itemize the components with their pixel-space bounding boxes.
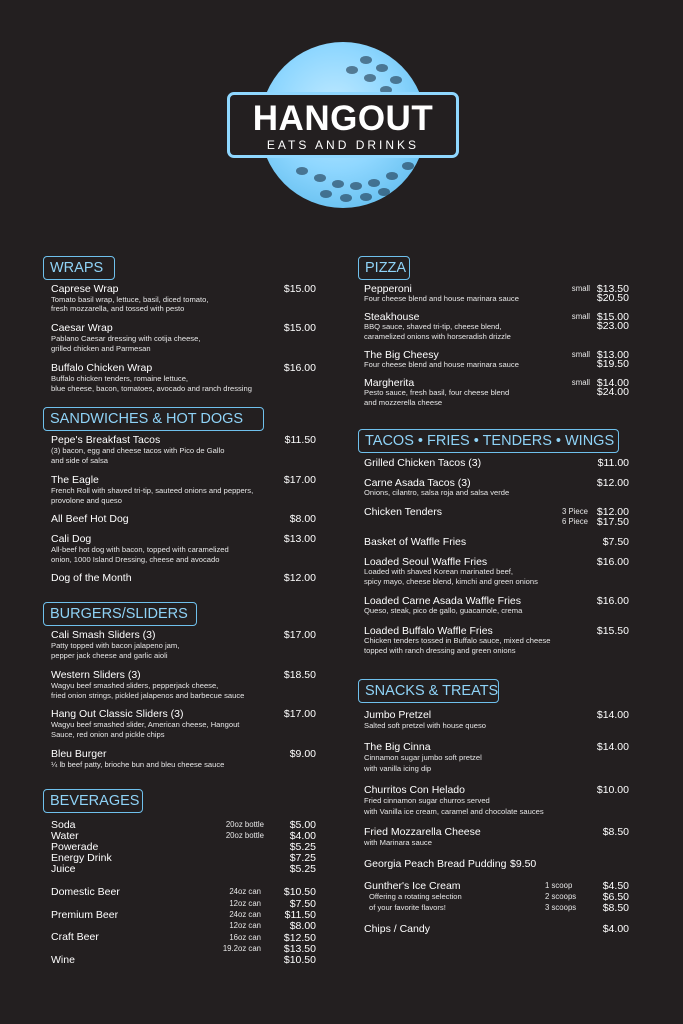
item-price: $12.00 — [283, 572, 316, 584]
item-name: Jumbo Pretzel — [364, 709, 432, 721]
item-price: $10.00 — [596, 784, 629, 796]
item-name: The Big Cheesy — [364, 349, 439, 361]
item-description: ¼ lb beef patty, brioche bun and bleu cheese sauce — [51, 760, 225, 769]
item-price: $13.50 — [283, 943, 316, 955]
item-description: and mozzerella cheese — [364, 398, 443, 407]
item-name: Bleu Burger — [51, 748, 107, 760]
item-description: (3) bacon, egg and cheese tacos with Pico de Gallo — [51, 446, 225, 455]
item-price: $15.00 — [283, 283, 316, 295]
item-name: Water — [51, 830, 79, 842]
item-description: French Roll with shaved tri-tip, sauteed onions and peppers, — [51, 486, 254, 495]
item-price: $16.00 — [596, 556, 629, 568]
item-size: small — [571, 312, 590, 321]
section-header-pizza: PIZZA — [358, 256, 410, 280]
item-name: Loaded Buffalo Waffle Fries — [364, 625, 493, 637]
section-header-snacks: SNACKS & TREATS — [358, 679, 499, 703]
item-price: $24.00 — [596, 386, 629, 398]
item-description: Wagyu beef smashed sliders, pepperjack cheese, — [51, 681, 219, 690]
item-price: $4.00 — [602, 923, 629, 935]
item-price: $17.00 — [283, 474, 316, 486]
item-price: $5.25 — [289, 863, 316, 875]
item-size: 16oz can — [229, 933, 261, 942]
item-name: Churritos Con Helado — [364, 784, 465, 796]
item-name: Loaded Carne Asada Waffle Fries — [364, 595, 522, 607]
item-description: and side of salsa — [51, 456, 108, 465]
item-name: Cali Dog — [51, 533, 92, 545]
item-description: spicy mayo, cheese blend, kimchi and green onions — [364, 577, 538, 586]
section-header-beverages: BEVERAGES — [43, 789, 143, 813]
item-size: 12oz can — [229, 921, 261, 930]
item-price: $16.00 — [596, 595, 629, 607]
item-name: Chips / Candy — [364, 923, 430, 935]
item-description: fresh mozzarella, and tossed with pesto — [51, 304, 185, 313]
item-price: $9.00 — [289, 748, 316, 760]
item-description: provolone and queso — [51, 496, 122, 505]
item-price: $15.00 — [596, 311, 629, 323]
item-price: $4.50 — [602, 880, 629, 892]
logo-title: HANGOUT — [252, 99, 434, 138]
item-price: $12.50 — [283, 932, 316, 944]
item-price: $13.00 — [596, 349, 629, 361]
item-price: $11.00 — [597, 457, 629, 469]
item-description: Sauce, red onion and pickle chips — [51, 730, 165, 739]
item-description: onion, 1000 Island Dressing, cheese and avocado — [51, 555, 220, 564]
item-description: Salted soft pretzel with house queso — [364, 721, 486, 730]
item-description: Four cheese blend and house marinara sauce — [364, 294, 519, 303]
item-name: Pepe's Breakfast Tacos — [51, 434, 161, 446]
item-size: small — [571, 378, 590, 387]
item-description: Onions, cilantro, salsa roja and salsa verde — [364, 488, 510, 497]
item-size: 24oz can — [229, 887, 261, 896]
item-price: $13.00 — [283, 533, 316, 545]
item-price: $8.00 — [289, 920, 316, 932]
item-size: 20oz bottle — [225, 820, 264, 829]
item-price: $7.25 — [289, 852, 316, 864]
item-description: fried onion strings, pickled jalapenos and barbecue sauce — [51, 691, 245, 700]
item-name: Energy Drink — [51, 852, 112, 864]
item-description: grilled chicken and Parmesan — [51, 344, 151, 353]
item-description: All-beef hot dog with bacon, topped with caramelized — [51, 545, 229, 554]
item-price: $12.00 — [596, 477, 629, 489]
item-name: Western Sliders (3) — [51, 669, 141, 681]
item-description: Offering a rotating selection — [369, 892, 462, 901]
item-name: Loaded Seoul Waffle Fries — [364, 556, 488, 568]
item-description: Buffalo chicken tenders, romaine lettuce, — [51, 374, 189, 383]
item-name: Wine — [51, 954, 75, 966]
item-description: Four cheese blend and house marinara sauce — [364, 360, 519, 369]
item-name: Dog of the Month — [51, 572, 132, 584]
item-name: Georgia Peach Bread Pudding — [364, 858, 507, 870]
item-description: Pesto sauce, fresh basil, four cheese blend — [364, 388, 510, 397]
item-price: $11.50 — [284, 909, 316, 921]
item-price: $15.00 — [283, 322, 316, 334]
item-price: $9.50 — [510, 858, 537, 870]
item-name: Chicken Tenders — [364, 506, 443, 518]
item-name: All Beef Hot Dog — [51, 513, 129, 525]
item-price: $10.50 — [283, 954, 316, 966]
item-price: $15.50 — [596, 625, 629, 637]
item-description: Loaded with shaved Korean marinated beef, — [364, 567, 514, 576]
item-description: with Vanilla ice cream, caramel and chocolate sauces — [364, 807, 544, 816]
item-description: BBQ sauce, shaved tri-tip, cheese blend, — [364, 322, 502, 331]
item-name: Cali Smash Sliders (3) — [51, 629, 156, 641]
item-name: Fried Mozzarella Cheese — [364, 826, 481, 838]
section-header-tacos: TACOS • FRIES • TENDERS • WINGS — [358, 429, 619, 453]
item-price: $19.50 — [596, 358, 629, 370]
item-price: $14.00 — [596, 709, 629, 721]
item-size: 1 scoop — [545, 881, 573, 890]
item-name: Premium Beer — [51, 909, 119, 921]
item-description: Queso, steak, pico de gallo, guacamole, crema — [364, 606, 523, 615]
item-description: Tomato basil wrap, lettuce, basil, diced tomato, — [51, 295, 209, 304]
item-size: 24oz can — [229, 910, 261, 919]
item-size: small — [571, 350, 590, 359]
item-price: $17.00 — [283, 629, 316, 641]
item-description: Patty topped with bacon jalapeno jam, — [51, 641, 180, 650]
item-price: $18.50 — [283, 669, 316, 681]
item-price: $14.00 — [596, 377, 629, 389]
item-name: Caesar Wrap — [51, 322, 113, 334]
hangout-logo — [227, 42, 459, 208]
item-price: $5.25 — [289, 841, 316, 853]
item-description: Wagyu beef smashed slider, American cheese, Hangout — [51, 720, 240, 729]
item-description: topped with ranch dressing and green onions — [364, 646, 516, 655]
item-price: $8.50 — [602, 902, 629, 914]
item-name: Powerade — [51, 841, 99, 853]
item-price: $4.00 — [289, 830, 316, 842]
item-price: $10.50 — [283, 886, 316, 898]
item-name: Gunther's Ice Cream — [364, 880, 461, 892]
item-name: Steakhouse — [364, 311, 420, 323]
item-description: with Marinara sauce — [364, 838, 432, 847]
item-size: 3 scoops — [545, 903, 577, 912]
item-price: $8.50 — [602, 826, 629, 838]
item-name: Caprese Wrap — [51, 283, 119, 295]
item-name: Margherita — [364, 377, 415, 389]
item-name: Carne Asada Tacos (3) — [364, 477, 471, 489]
section-header-sandwiches: SANDWICHES & HOT DOGS — [43, 407, 264, 431]
logo-plate — [227, 92, 459, 158]
item-size: small — [571, 284, 590, 293]
item-price: $8.00 — [289, 513, 316, 525]
item-size: 2 scoops — [545, 892, 577, 901]
item-description: pepper jack cheese and garlic aioli — [51, 651, 168, 660]
item-description: caramelized onions with horseradish drizzle — [364, 332, 511, 341]
item-name: The Eagle — [51, 474, 99, 486]
item-name: Hang Out Classic Sliders (3) — [51, 708, 184, 720]
item-price: $17.00 — [283, 708, 316, 720]
item-size: 20oz bottle — [225, 831, 264, 840]
item-name: Juice — [51, 863, 76, 875]
item-description: Fried cinnamon sugar churros served — [364, 796, 490, 805]
item-name: The Big Cinna — [364, 741, 431, 753]
item-name: Soda — [51, 819, 76, 831]
item-price: $17.50 — [596, 516, 629, 528]
item-description: of your favorite flavors! — [369, 903, 446, 912]
item-description: Chicken tenders tossed in Buffalo sauce, mixed cheese — [364, 636, 551, 645]
item-size: 3 Piece — [561, 507, 588, 516]
item-size: 6 Piece — [561, 517, 588, 526]
item-name: Craft Beer — [51, 931, 99, 943]
item-price: $12.00 — [596, 506, 629, 518]
item-price: $14.00 — [596, 741, 629, 753]
item-price: $20.50 — [596, 292, 629, 304]
item-price: $16.00 — [283, 362, 316, 374]
item-description: Pablano Caesar dressing with cotija cheese, — [51, 334, 201, 343]
item-size: 19.2oz can — [222, 944, 261, 953]
item-price: $13.50 — [596, 283, 629, 295]
item-size: 12oz can — [229, 899, 261, 908]
item-description: blue cheese, bacon, tomatoes, avocado and ranch dressing — [51, 384, 252, 393]
item-name: Basket of Waffle Fries — [364, 536, 467, 548]
item-description: Cinnamon sugar jumbo soft pretzel — [364, 753, 482, 762]
item-price: $6.50 — [602, 891, 629, 903]
item-description: with vanilla icing dip — [364, 764, 432, 773]
item-name: Buffalo Chicken Wrap — [51, 362, 153, 374]
item-name: Pepperoni — [364, 283, 412, 295]
section-header-wraps: WRAPS — [43, 256, 115, 280]
item-price: $23.00 — [596, 320, 629, 332]
item-name: Grilled Chicken Tacos (3) — [364, 457, 482, 469]
logo-subtitle: EATS AND DRINKS — [266, 138, 420, 152]
item-price: $7.50 — [289, 898, 316, 910]
item-price: $7.50 — [602, 536, 629, 548]
item-name: Domestic Beer — [51, 886, 120, 898]
item-price: $11.50 — [284, 434, 316, 446]
item-price: $5.00 — [289, 819, 316, 831]
section-header-burgers: BURGERS/SLIDERS — [43, 602, 197, 626]
